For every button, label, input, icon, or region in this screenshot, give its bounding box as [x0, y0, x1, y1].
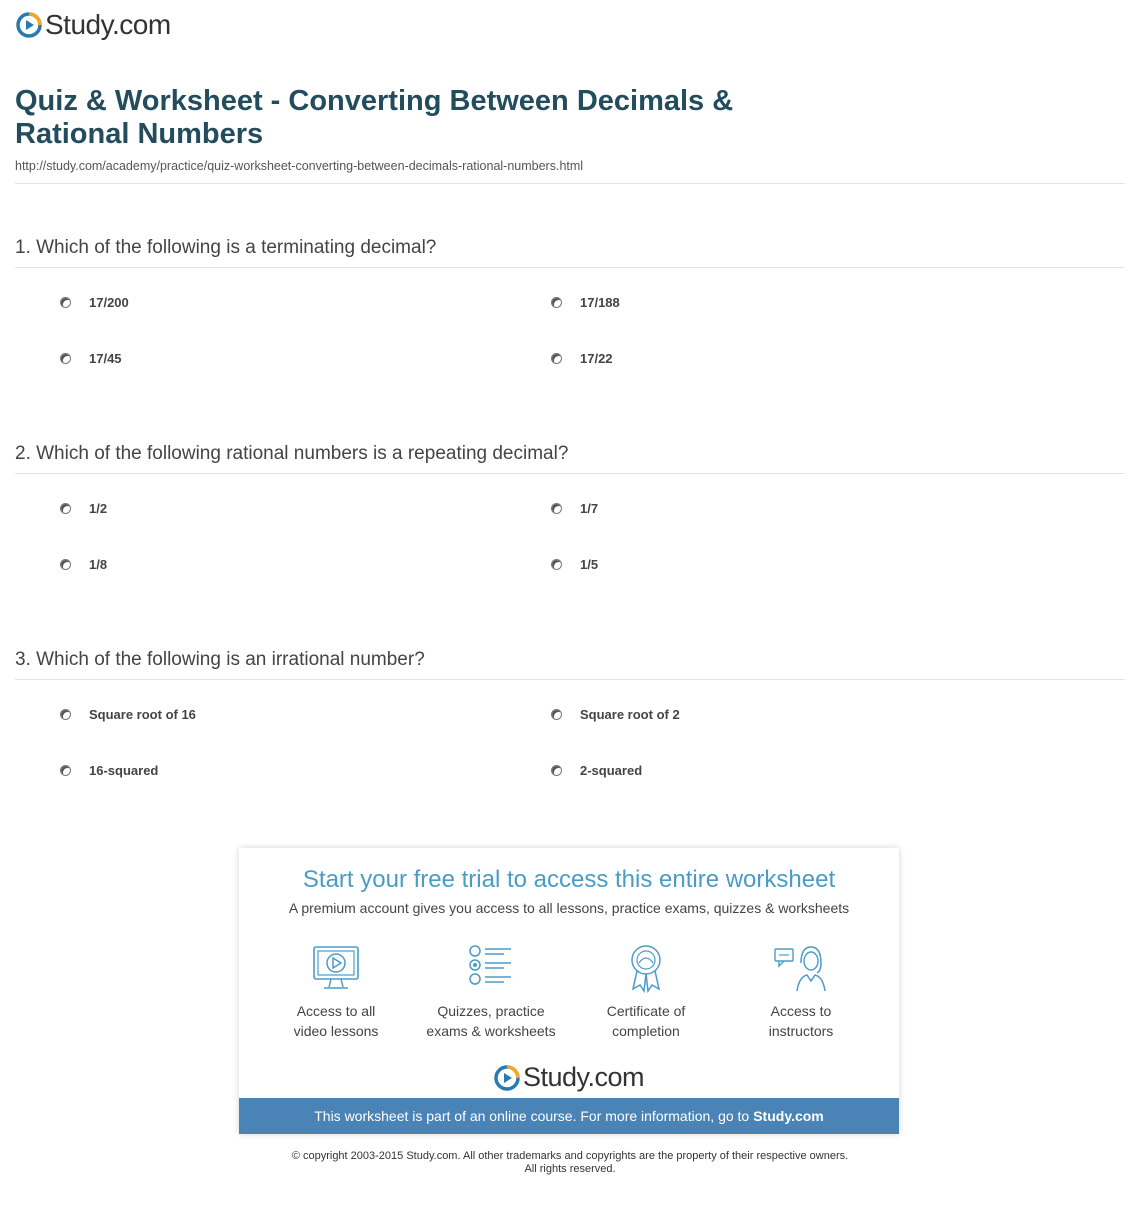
option-label: 17/200	[89, 295, 129, 310]
promo-subheading: A premium account gives you access to all lessons, practice exams, quizzes & worksheets	[288, 900, 850, 916]
radio-button[interactable]	[551, 297, 562, 308]
rights-line: All rights reserved.	[524, 1163, 616, 1175]
feature-label: Access to instructors	[768, 1003, 834, 1039]
option-label: 1/2	[89, 501, 108, 516]
answer-option[interactable]	[551, 763, 642, 778]
certificate-icon	[621, 943, 671, 993]
radio-button[interactable]	[551, 503, 562, 514]
divider	[15, 183, 1125, 184]
option-label: 17/22	[580, 351, 613, 366]
logo-text: Study.com	[522, 1062, 645, 1092]
radio-button[interactable]	[60, 297, 71, 308]
answer-option[interactable]	[60, 763, 158, 778]
radio-button[interactable]	[551, 765, 562, 776]
divider	[15, 473, 1125, 474]
instructor-icon	[773, 943, 829, 993]
radio-button[interactable]	[60, 559, 71, 570]
feature-certificate	[571, 943, 721, 1041]
question-3: 3. Which of the following is an irrational number?	[15, 649, 425, 670]
radio-button[interactable]	[551, 559, 562, 570]
play-logo-icon	[16, 12, 42, 38]
option-label: 17/45	[89, 351, 122, 366]
study-logo[interactable]	[16, 9, 171, 41]
divider	[15, 267, 1125, 268]
quiz-list-icon	[466, 943, 516, 993]
play-logo-icon	[494, 1065, 520, 1091]
option-label: 17/188	[580, 295, 620, 310]
divider	[15, 679, 1125, 680]
answer-option[interactable]	[60, 557, 107, 572]
radio-button[interactable]	[60, 709, 71, 720]
promo-study-logo[interactable]	[239, 1062, 899, 1093]
answer-option[interactable]	[551, 351, 613, 366]
feature-quizzes	[416, 943, 566, 1041]
course-info-bar	[239, 1098, 899, 1134]
answer-option[interactable]	[551, 295, 620, 310]
feature-video-lessons	[261, 943, 411, 1041]
radio-button[interactable]	[60, 353, 71, 364]
option-label: 1/7	[580, 501, 599, 516]
study-link[interactable]: Study.com	[753, 1108, 824, 1124]
radio-button[interactable]	[551, 353, 562, 364]
copyright-line: © copyright 2003-2015 Study.com. All other trademarks and copyrights are the property of their respective owners.	[291, 1150, 849, 1162]
page-title: Quiz & Worksheet - Converting Between Decimals & Rational Numbers	[15, 85, 734, 150]
feature-label: Quizzes, practice exams & worksheets	[426, 1003, 556, 1039]
feature-label: Access to all video lessons	[293, 1003, 379, 1039]
answer-option[interactable]	[551, 707, 680, 722]
question-1: 1. Which of the following is a terminating decimal?	[15, 237, 437, 258]
page-url: http://study.com/academy/practice/quiz-worksheet-converting-between-decimals-rational-numbers.html	[15, 159, 584, 173]
answer-option[interactable]	[60, 351, 122, 366]
copyright	[0, 1150, 1140, 1176]
answer-option[interactable]	[60, 295, 129, 310]
answer-option[interactable]	[60, 707, 196, 722]
logo-text: Study.com	[45, 9, 171, 40]
option-label: Square root of 16	[89, 707, 196, 722]
radio-button[interactable]	[60, 503, 71, 514]
radio-button[interactable]	[60, 765, 71, 776]
radio-button[interactable]	[551, 709, 562, 720]
bar-text: This worksheet is part of an online course. For more information, go to	[314, 1108, 750, 1124]
option-label: 1/8	[89, 557, 108, 572]
option-label: 2-squared	[580, 763, 643, 778]
free-trial-promo	[239, 848, 899, 1134]
option-label: 1/5	[580, 557, 599, 572]
feature-label: Certificate of completion	[606, 1003, 686, 1039]
question-2: 2. Which of the following rational numbers is a repeating decimal?	[15, 443, 569, 464]
option-label: Square root of 2	[580, 707, 680, 722]
promo-heading: Start your free trial to access this entire worksheet	[302, 866, 836, 893]
answer-option[interactable]	[551, 501, 598, 516]
answer-option[interactable]	[60, 501, 107, 516]
feature-instructors	[726, 943, 876, 1041]
option-label: 16-squared	[89, 763, 159, 778]
answer-option[interactable]	[551, 557, 598, 572]
video-lesson-icon	[311, 943, 361, 993]
